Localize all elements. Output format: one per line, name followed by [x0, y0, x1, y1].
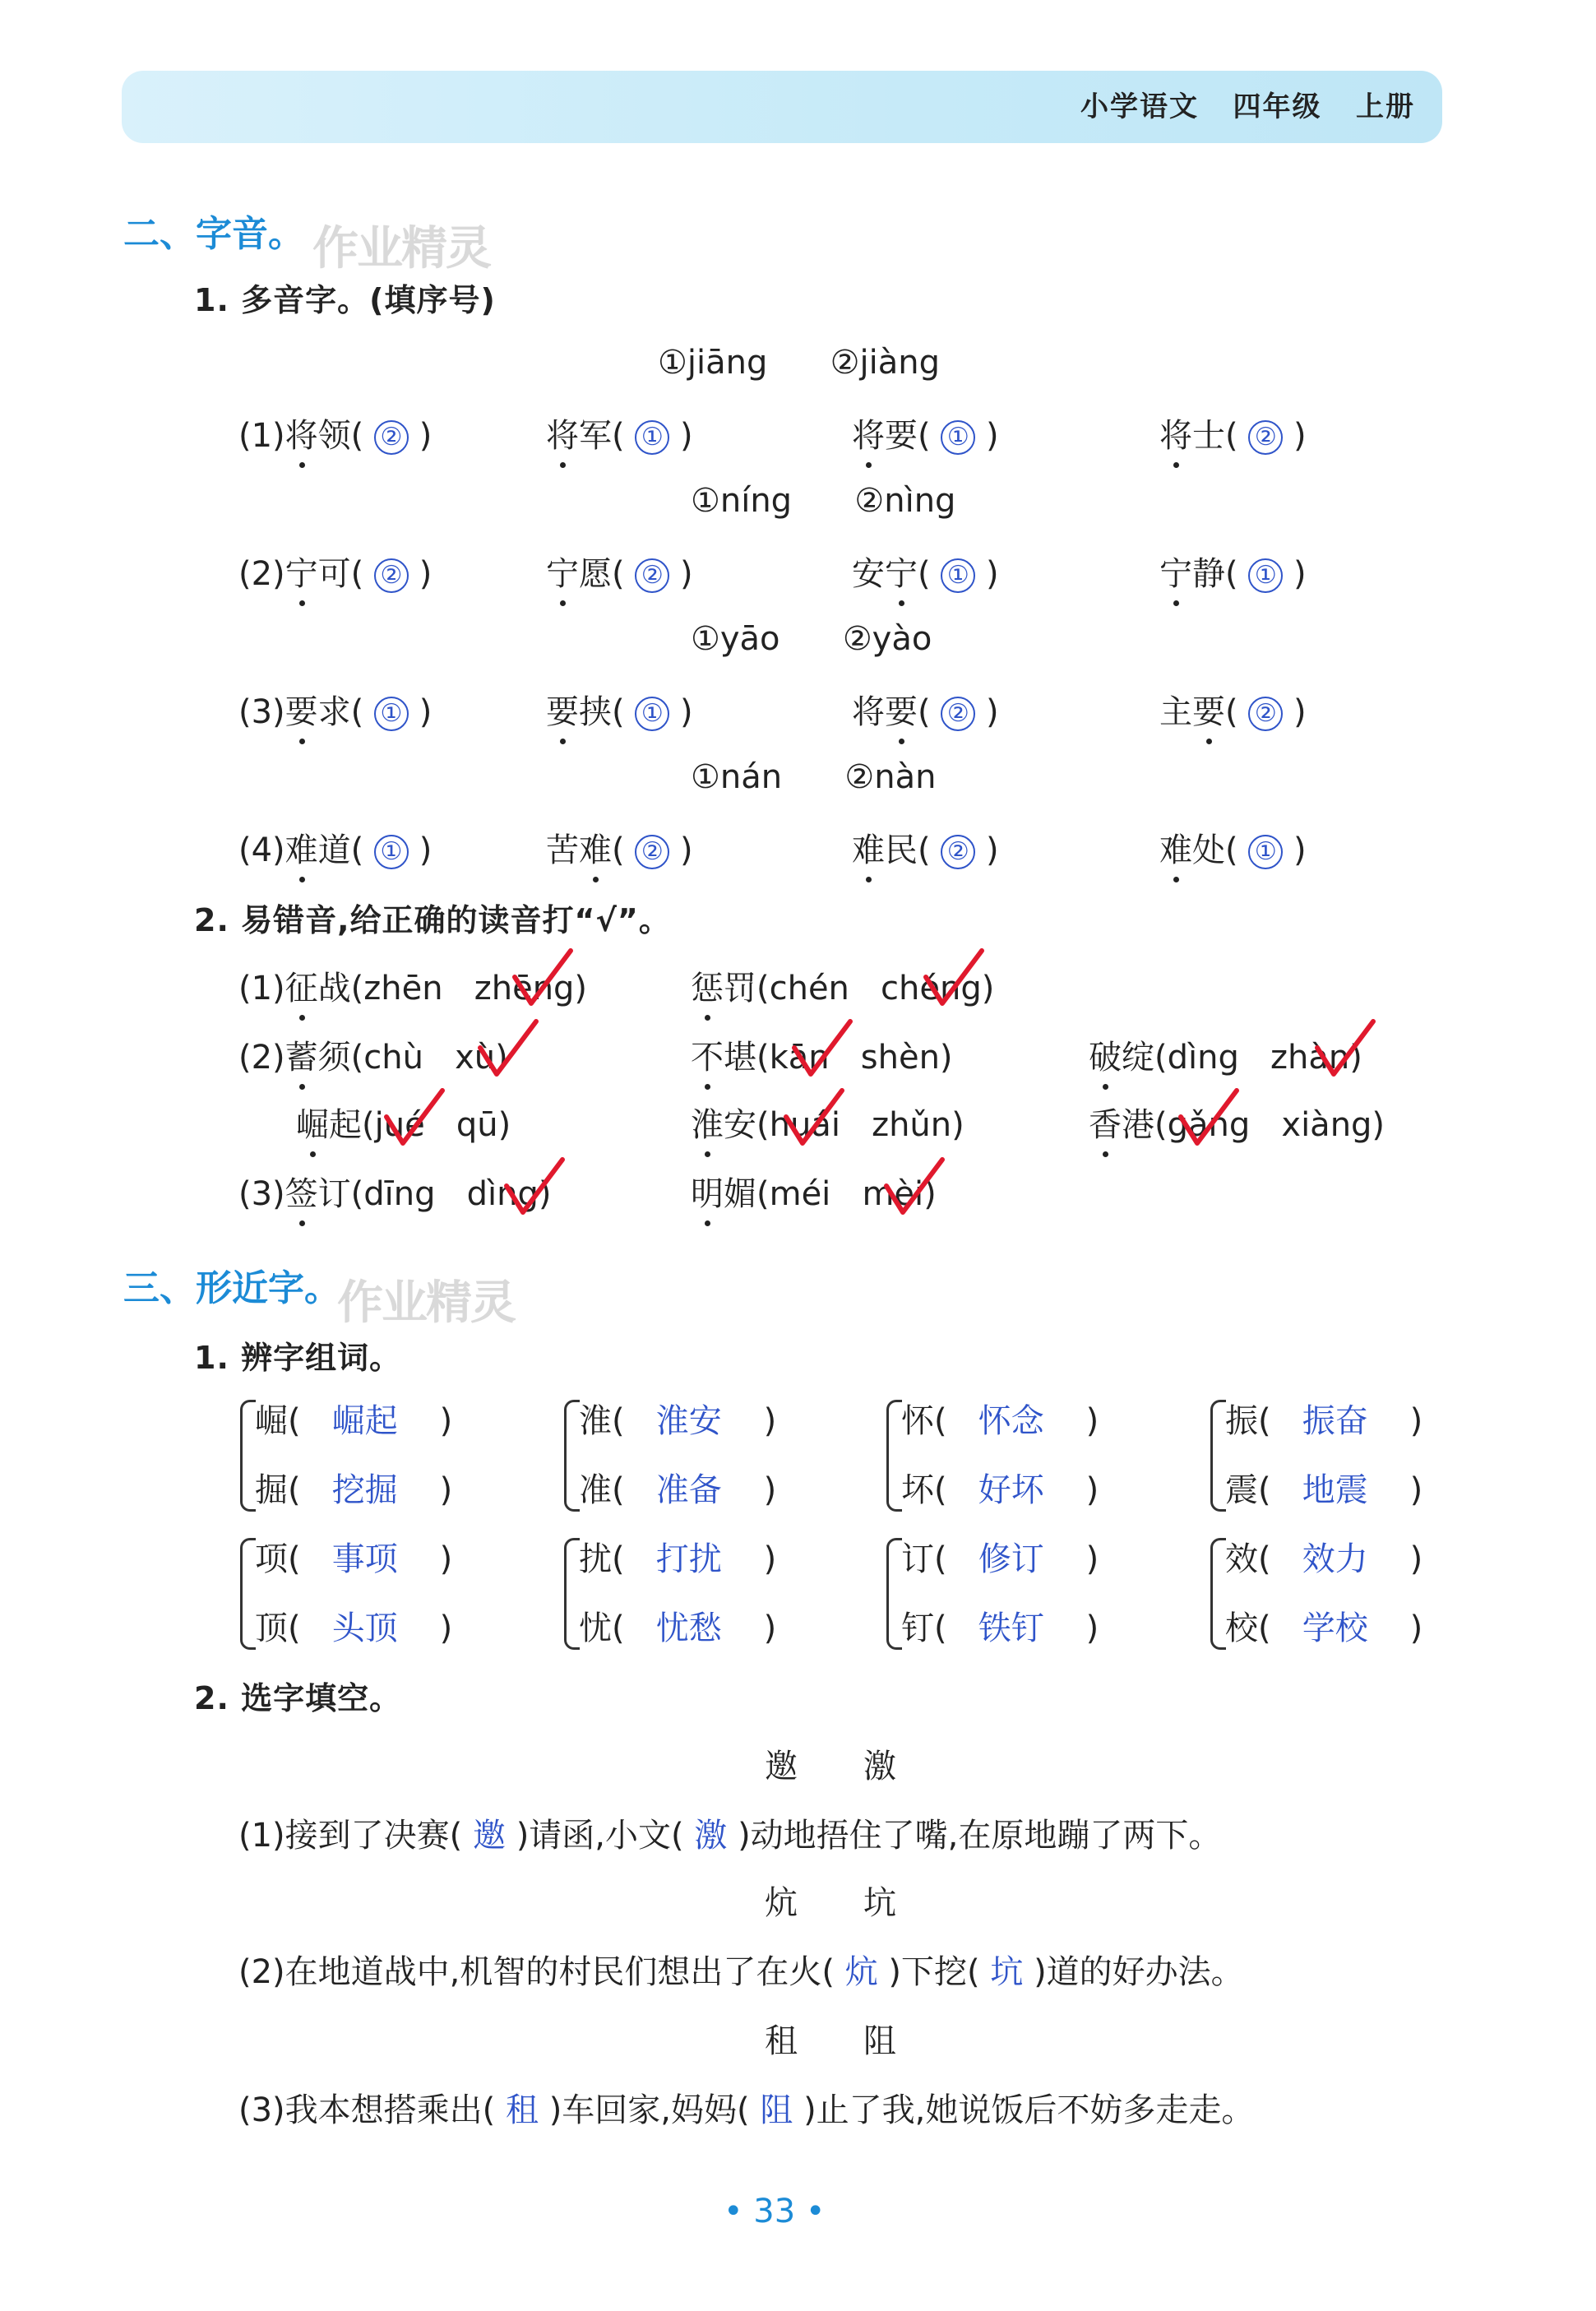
- item-label: (1): [238, 970, 285, 1007]
- word-char: 难: [852, 824, 885, 871]
- pair-item: [579, 1464, 776, 1511]
- polyphone-item: [546, 548, 693, 595]
- pinyin-option-1: ①níng: [691, 482, 793, 520]
- pair-item: [255, 1464, 452, 1511]
- spacer: [767, 344, 830, 382]
- word-char: 宁: [885, 548, 918, 595]
- paren-close: ): [1043, 1471, 1099, 1509]
- answer-circle: ①: [941, 558, 975, 593]
- pair-answer: 忧愁: [655, 1609, 722, 1647]
- paren-open: (: [1225, 417, 1249, 455]
- pinyin-choices: (méi mèi): [756, 1175, 937, 1213]
- paren-open: (: [1258, 1471, 1302, 1509]
- answer-circle: ②: [941, 835, 975, 869]
- paren-close: ): [409, 417, 433, 455]
- sentence-part: )动地捂住了嘴,在原地蹦了两下。: [738, 1817, 1222, 1855]
- word-char: 静: [1192, 555, 1225, 593]
- paren-close: ): [397, 1540, 453, 1578]
- header-title: [1080, 84, 1415, 124]
- word-char: 蓄: [285, 1031, 318, 1078]
- word-char: 要: [1192, 686, 1225, 733]
- pair-item: [255, 1602, 452, 1649]
- pair-answer: 学校: [1302, 1609, 1368, 1647]
- check-mark-icon: [1176, 1086, 1242, 1151]
- header-subject: 小学语文: [1080, 90, 1199, 123]
- pair-item: [901, 1533, 1099, 1580]
- paren-close: ): [721, 1402, 777, 1440]
- paren-open: (: [1258, 1540, 1302, 1578]
- paren-open: (: [612, 1471, 656, 1509]
- pinyin-choices: (gǎng xiàng): [1154, 1106, 1386, 1144]
- paren-open: (: [934, 1402, 978, 1440]
- paren-close: ): [397, 1402, 453, 1440]
- check-mark-icon: [921, 946, 987, 1012]
- paren-close: ): [409, 693, 433, 731]
- polyphone-item: [238, 686, 432, 733]
- polyphone-item: [238, 548, 432, 595]
- paren-open: (: [612, 555, 636, 593]
- polyphone-item: [852, 824, 999, 871]
- fill-answer: 坑: [979, 1953, 1034, 1991]
- choice-chars: 邀 激: [765, 1748, 896, 1785]
- answer-circle: ①: [941, 420, 975, 455]
- paren-open: (: [1225, 831, 1249, 869]
- answer-circle: ①: [374, 697, 409, 731]
- word-char: 安: [852, 555, 885, 593]
- paren-open: (: [934, 1609, 978, 1647]
- fill-answer: 激: [683, 1817, 738, 1855]
- fill-answer: 邀: [462, 1817, 516, 1855]
- answer-circle: ②: [374, 558, 409, 593]
- pinyin-option-2: ②nìng: [854, 482, 956, 520]
- pinyin-choices: (chù xù): [350, 1039, 508, 1077]
- paren-close: ): [669, 831, 693, 869]
- pinyin-options: [658, 344, 940, 382]
- pair-char: 扰: [579, 1540, 612, 1578]
- pair-item: [1225, 1395, 1423, 1442]
- pair-item: [579, 1602, 776, 1649]
- word-char: 罚: [724, 970, 756, 1007]
- word-char: 崛: [296, 1099, 329, 1146]
- fill-answer: 阻: [749, 2091, 804, 2129]
- answer-circle: ①: [1248, 835, 1283, 869]
- pair-char: 项: [255, 1540, 288, 1578]
- paren-open: (: [612, 693, 636, 731]
- pair-char: 掘: [255, 1471, 288, 1509]
- check-mark-icon: [789, 1017, 855, 1082]
- spacer: [792, 482, 854, 520]
- check-mark-icon: [510, 946, 576, 1012]
- paren-open: (: [612, 1402, 656, 1440]
- paren-open: (: [1258, 1402, 1302, 1440]
- sentence-part: (2)在地道战中,机智的村民们想出了在火(: [238, 1953, 835, 1991]
- word-char: 军: [579, 417, 612, 455]
- word-char: 起: [329, 1106, 362, 1144]
- pair-answer: 振奋: [1302, 1402, 1368, 1440]
- pinyin-choices: (zhēn zhēng): [350, 970, 588, 1007]
- pair-char: 准: [579, 1471, 612, 1509]
- pair-answer: 效力: [1302, 1540, 1368, 1578]
- paren-open: (: [1225, 693, 1249, 731]
- pair-char: 怀: [901, 1402, 934, 1440]
- pair-char: 校: [1225, 1609, 1258, 1647]
- polyphone-item: [852, 410, 999, 456]
- pronunciation-item: [238, 1031, 508, 1078]
- word-char: 香: [1089, 1099, 1122, 1146]
- answer-circle: ①: [635, 420, 669, 455]
- sentence-part: )下挖(: [888, 1953, 980, 1991]
- paren-close: ): [975, 693, 999, 731]
- brace-icon: [240, 1538, 256, 1650]
- pair-item: [1225, 1602, 1423, 1649]
- word-char: 宁: [1159, 548, 1192, 595]
- pair-answer: 怀念: [978, 1402, 1044, 1440]
- paren-close: ): [1043, 1402, 1099, 1440]
- brace-icon: [886, 1400, 902, 1512]
- word-char: 堪: [724, 1039, 756, 1077]
- word-char: 将: [546, 410, 579, 456]
- paren-close: ): [397, 1609, 453, 1647]
- paren-open: (: [918, 417, 941, 455]
- paren-open: (: [288, 1471, 332, 1509]
- paren-close: ): [397, 1471, 453, 1509]
- pair-answer: 准备: [655, 1471, 722, 1509]
- q1-title: 1. 多音字。(填序号): [194, 282, 496, 318]
- answer-circle: ①: [1248, 558, 1283, 593]
- pair-char: 振: [1225, 1402, 1258, 1440]
- answer-circle: ①: [635, 697, 669, 731]
- word-char: 士: [1192, 417, 1225, 455]
- word-char: 将: [852, 410, 885, 456]
- sentence-part: )道的好办法。: [1034, 1953, 1244, 1991]
- pair-item: [1225, 1533, 1423, 1580]
- pair-char: 淮: [579, 1402, 612, 1440]
- sentence-part: (1)接到了决赛(: [238, 1817, 463, 1855]
- paren-close: ): [721, 1540, 777, 1578]
- paren-close: ): [1283, 555, 1307, 593]
- pair-item: [579, 1395, 776, 1442]
- pinyin-options: [691, 482, 955, 520]
- check-mark-icon: [881, 1155, 947, 1220]
- paren-open: (: [934, 1471, 978, 1509]
- paren-open: (: [350, 555, 374, 593]
- paren-close: ): [1283, 693, 1307, 731]
- paren-close: ): [975, 831, 999, 869]
- paren-open: (: [350, 693, 374, 731]
- paren-close: ): [721, 1609, 777, 1647]
- spacer: [782, 758, 844, 796]
- paren-open: (: [918, 555, 941, 593]
- paren-open: (: [288, 1540, 332, 1578]
- paren-close: ): [669, 555, 693, 593]
- paren-close: ): [1043, 1540, 1099, 1578]
- word-char: 难: [1159, 824, 1192, 871]
- word-char: 要: [546, 686, 579, 733]
- polyphone-item: [1159, 686, 1307, 733]
- paren-open: (: [350, 417, 374, 455]
- sentence-part: )车回家,妈妈(: [548, 2091, 750, 2129]
- paren-open: (: [612, 831, 636, 869]
- page-number: • 33 •: [724, 2193, 826, 2230]
- word-char: 签: [285, 1168, 318, 1215]
- polyphone-item: [852, 686, 999, 733]
- watermark-2: 作业精灵: [337, 1276, 515, 1330]
- word-char: 战: [317, 970, 351, 1007]
- word-char: 媚: [724, 1175, 756, 1213]
- pinyin-choices: (dìng zhàn): [1154, 1039, 1362, 1077]
- word-char: 苦: [546, 831, 579, 869]
- word-char: 挟: [579, 693, 612, 731]
- pair-char: 订: [901, 1540, 934, 1578]
- section2-title: 二、字音。: [123, 213, 304, 255]
- brace-icon: [1210, 1400, 1226, 1512]
- word-char: 淮: [691, 1099, 724, 1146]
- item-label: (3): [238, 693, 285, 731]
- item-label: (1): [238, 417, 285, 455]
- pair-answer: 事项: [331, 1540, 398, 1578]
- polyphone-item: [1159, 548, 1307, 595]
- paren-close: ): [409, 555, 433, 593]
- word-char: 难: [579, 824, 612, 871]
- word-char: 惩: [691, 962, 724, 1009]
- pair-answer: 挖掘: [331, 1471, 398, 1509]
- pinyin-option-1: ①yāo: [691, 620, 780, 658]
- pinyin-option-2: ②yào: [842, 620, 932, 658]
- paren-open: (: [612, 417, 636, 455]
- paren-open: (: [288, 1402, 332, 1440]
- pair-item: [901, 1464, 1099, 1511]
- pinyin-option-2: ②jiàng: [830, 344, 940, 382]
- paren-close: ): [975, 417, 999, 455]
- item-label: (3): [238, 1175, 285, 1213]
- paren-close: ): [1367, 1471, 1423, 1509]
- choice-chars: 租 阻: [765, 2022, 896, 2060]
- paren-open: (: [1225, 555, 1249, 593]
- word-char: 安: [724, 1106, 756, 1144]
- word-char: 订: [317, 1175, 351, 1213]
- polyphone-item: [546, 686, 693, 733]
- word-char: 将: [1159, 410, 1192, 456]
- pinyin-options: [691, 620, 932, 658]
- paren-close: ): [1043, 1609, 1099, 1647]
- q2-title: 2. 易错音,给正确的读音打“√”。: [194, 902, 671, 938]
- word-char: 将: [852, 693, 885, 731]
- check-mark-icon: [781, 1086, 847, 1151]
- item-label: (2): [238, 555, 285, 593]
- paren-open: (: [288, 1609, 332, 1647]
- polyphone-item: [852, 548, 999, 595]
- paren-close: ): [1367, 1402, 1423, 1440]
- pair-answer: 头顶: [331, 1609, 398, 1647]
- pair-char: 坏: [901, 1471, 934, 1509]
- check-mark-icon: [475, 1017, 541, 1082]
- word-char: 宁: [285, 548, 318, 595]
- pair-item: [255, 1533, 452, 1580]
- word-char: 将: [285, 410, 318, 456]
- pinyin-choices: (huái zhǔn): [756, 1106, 965, 1144]
- paren-close: ): [1367, 1609, 1423, 1647]
- word-char: 宁: [546, 548, 579, 595]
- word-char: 主: [1159, 693, 1192, 731]
- brace-icon: [564, 1538, 580, 1650]
- check-mark-icon: [1312, 1017, 1378, 1082]
- answer-circle: ①: [374, 835, 409, 869]
- pair-item: [255, 1395, 452, 1442]
- pair-char: 崛: [255, 1402, 288, 1440]
- answer-circle: ②: [635, 558, 669, 593]
- word-char: 不: [691, 1031, 724, 1078]
- brace-icon: [886, 1538, 902, 1650]
- word-char: 民: [885, 831, 918, 869]
- word-char: 征: [285, 962, 318, 1009]
- header-grade: 四年级: [1233, 90, 1322, 123]
- word-char: 领: [317, 417, 351, 455]
- brace-icon: [1210, 1538, 1226, 1650]
- pinyin-choices: (dīng dìng): [350, 1175, 552, 1213]
- pair-char: 效: [1225, 1540, 1258, 1578]
- pair-answer: 好坏: [978, 1471, 1044, 1509]
- paren-open: (: [1258, 1609, 1302, 1647]
- pinyin-options: [691, 758, 936, 796]
- brace-icon: [240, 1400, 256, 1512]
- pinyin-choices: (chén chéng): [756, 970, 995, 1007]
- fill-answer: 租: [495, 2091, 549, 2129]
- answer-circle: ②: [635, 835, 669, 869]
- word-char: 愿: [579, 555, 612, 593]
- fill-sentence: [238, 1809, 1221, 1856]
- pinyin-option-1: ①jiāng: [658, 344, 768, 382]
- polyphone-item: [546, 410, 693, 456]
- pinyin-choices: (jué qū): [362, 1106, 511, 1144]
- s3-q2-title: 2. 选字填空。: [194, 1680, 402, 1716]
- brace-icon: [564, 1400, 580, 1512]
- pair-item: [579, 1533, 776, 1580]
- word-char: 明: [691, 1168, 724, 1215]
- word-char: 须: [317, 1039, 351, 1077]
- pinyin-choices: (kān shèn): [756, 1039, 953, 1077]
- paren-close: ): [1283, 417, 1307, 455]
- s3-q1-title: 1. 辨字组词。: [194, 1340, 402, 1376]
- pair-answer: 淮安: [655, 1402, 722, 1440]
- pair-item: [901, 1395, 1099, 1442]
- sentence-part: )止了我,她说饭后不妨多走走。: [803, 2091, 1255, 2129]
- word-char: 港: [1122, 1106, 1154, 1144]
- pair-answer: 打扰: [655, 1540, 722, 1578]
- word-char: 绽: [1122, 1039, 1154, 1077]
- pair-item: [1225, 1464, 1423, 1511]
- paren-open: (: [612, 1540, 656, 1578]
- answer-circle: ②: [941, 697, 975, 731]
- sentence-part: )请函,小文(: [516, 1817, 684, 1855]
- section3-title: 三、形近字。: [123, 1267, 340, 1309]
- watermark: 作业精灵: [312, 222, 490, 276]
- pair-answer: 地震: [1302, 1471, 1368, 1509]
- paren-open: (: [612, 1609, 656, 1647]
- polyphone-item: [238, 824, 432, 871]
- pair-char: 忧: [579, 1609, 612, 1647]
- header-volume: 上册: [1356, 90, 1415, 123]
- word-char: 要: [885, 686, 918, 733]
- pair-answer: 铁钉: [978, 1609, 1044, 1647]
- pair-char: 钉: [901, 1609, 934, 1647]
- paren-close: ): [669, 417, 693, 455]
- paren-close: ): [975, 555, 999, 593]
- paren-open: (: [350, 831, 374, 869]
- fill-sentence: [238, 2084, 1254, 2131]
- word-char: 要: [285, 686, 318, 733]
- answer-circle: ②: [1248, 697, 1283, 731]
- polyphone-item: [546, 824, 693, 871]
- paren-close: ): [1367, 1540, 1423, 1578]
- pair-char: 顶: [255, 1609, 288, 1647]
- pair-char: 震: [1225, 1471, 1258, 1509]
- item-label: (4): [238, 831, 285, 869]
- paren-open: (: [934, 1540, 978, 1578]
- word-char: 要: [885, 417, 918, 455]
- item-label: (2): [238, 1039, 285, 1077]
- word-char: 可: [317, 555, 351, 593]
- spacer: [780, 620, 843, 658]
- word-char: 处: [1192, 831, 1225, 869]
- polyphone-item: [1159, 410, 1307, 456]
- polyphone-item: [238, 410, 432, 456]
- pair-answer: 修订: [978, 1540, 1044, 1578]
- pair-item: [901, 1602, 1099, 1649]
- paren-close: ): [409, 831, 433, 869]
- paren-open: (: [918, 693, 941, 731]
- paren-open: (: [918, 831, 941, 869]
- fill-sentence: [238, 1946, 1244, 1993]
- word-char: 求: [317, 693, 351, 731]
- choice-chars: 炕 坑: [765, 1884, 896, 1922]
- polyphone-item: [1159, 824, 1307, 871]
- paren-close: ): [1283, 831, 1307, 869]
- paren-close: ): [669, 693, 693, 731]
- sentence-part: (3)我本想搭乘出(: [238, 2091, 496, 2129]
- check-mark-icon: [382, 1086, 447, 1151]
- check-mark-icon: [502, 1155, 567, 1220]
- pinyin-option-2: ②nàn: [844, 758, 937, 796]
- fill-answer: 炕: [834, 1953, 889, 1991]
- word-char: 道: [317, 831, 351, 869]
- answer-circle: ②: [374, 420, 409, 455]
- paren-close: ): [721, 1471, 777, 1509]
- answer-circle: ②: [1248, 420, 1283, 455]
- word-char: 难: [285, 824, 318, 871]
- pinyin-option-1: ①nán: [691, 758, 783, 796]
- word-char: 破: [1089, 1031, 1122, 1078]
- pair-answer: 崛起: [331, 1402, 398, 1440]
